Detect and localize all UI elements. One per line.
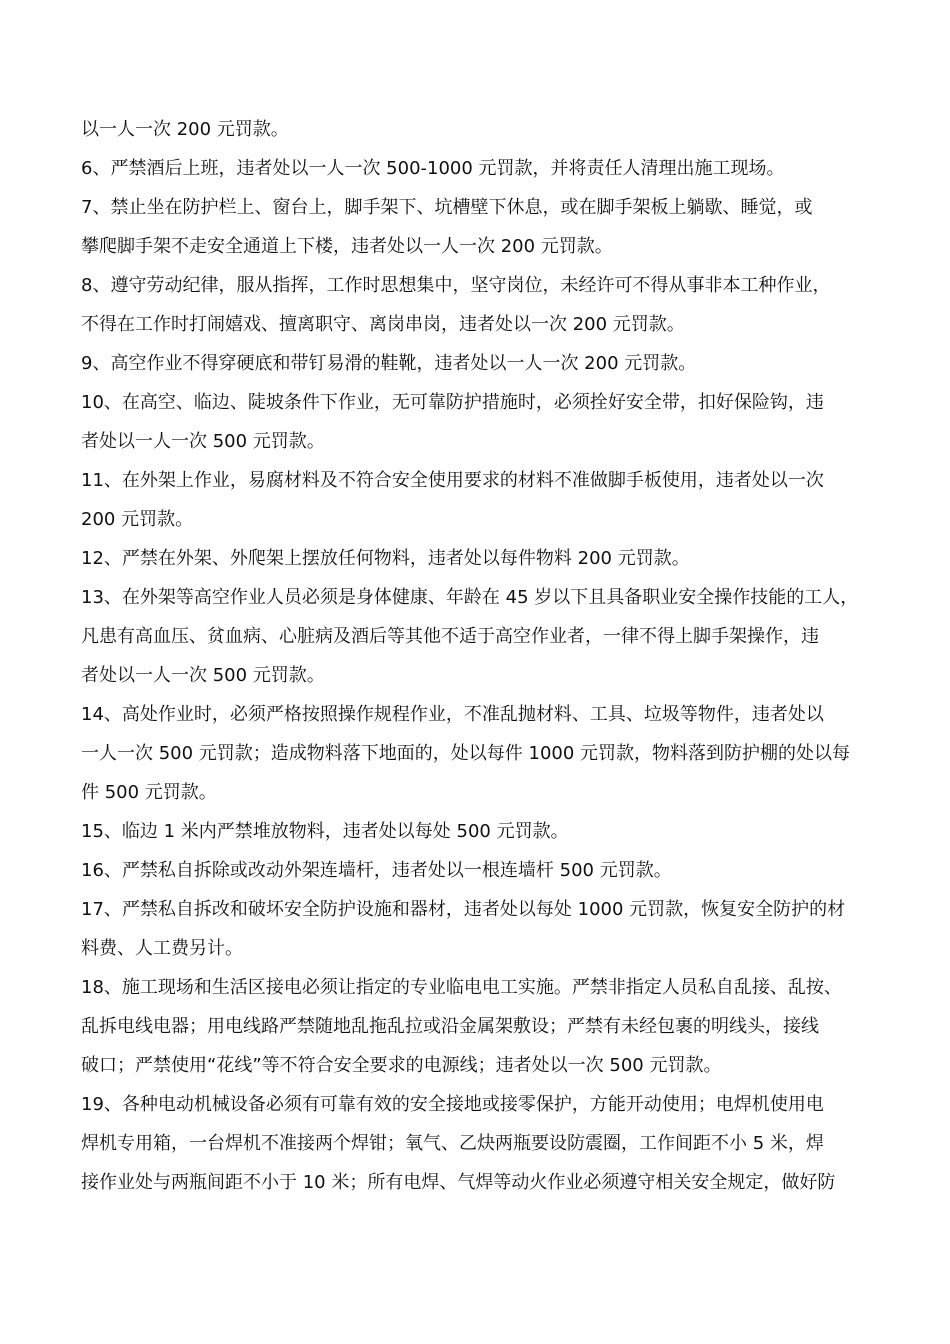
text-line: 18、施工现场和生活区接电必须让指定的专业临电电工实施。严禁非指定人员私自乱接、乱按、 — [81, 977, 842, 998]
text-line: 6、严禁酒后上班，违者处以一人一次 500-1000 元罚款，并将责任人清理出施工现场。 — [81, 158, 785, 179]
text-line: 10、在高空、临边、陡坡条件下作业，无可靠防护措施时，必须拴好安全带，扣好保险钩，违 — [81, 392, 824, 413]
text-line: 15、临边 1 米内严禁堆放物料，违者处以每处 500 元罚款。 — [81, 821, 569, 842]
text-line: 破口；严禁使用“花线”等不符合安全要求的电源线；违者处以一次 500 元罚款。 — [81, 1055, 722, 1076]
text-line: 接作业处与两瓶间距不小于 10 米；所有电焊、气焊等动火作业必须遵守相关安全规定，做好防 — [81, 1172, 836, 1193]
text-line: 16、严禁私自拆除或改动外架连墙杆，违者处以一根连墙杆 500 元罚款。 — [81, 860, 672, 881]
text-line: 者处以一人一次 500 元罚款。 — [81, 431, 325, 452]
text-line: 8、遵守劳动纪律，服从指挥，工作时思想集中，坚守岗位，未经许可不得从事非本工种作业， — [81, 275, 831, 296]
text-line: 14、高处作业时，必须严格按照操作规程作业，不准乱抛材料、工具、垃圾等物件，违者处以 — [81, 704, 824, 725]
text-line: 焊机专用箱，一台焊机不准接两个焊钳；氧气、乙炔两瓶要设防震圈，工作间距不小 5 米，焊 — [81, 1133, 824, 1154]
text-line: 12、严禁在外架、外爬架上摆放任何物料，违者处以每件物料 200 元罚款。 — [81, 548, 690, 569]
text-line: 13、在外架等高空作业人员必须是身体健康、年龄在 45 岁以下且具备职业安全操作技能的工人， — [81, 587, 859, 608]
text-line: 件 500 元罚款。 — [81, 782, 217, 803]
text-line: 料费、人工费另计。 — [81, 938, 243, 959]
text-line: 者处以一人一次 500 元罚款。 — [81, 665, 325, 686]
text-line: 凡患有高血压、贫血病、心脏病及酒后等其他不适于高空作业者，一律不得上脚手架操作，违 — [81, 626, 819, 647]
text-line: 一人一次 500 元罚款；造成物料落下地面的，处以每件 1000 元罚款，物料落到防护棚的处以每 — [81, 743, 851, 764]
text-line: 乱拆电线电器；用电线路严禁随地乱拖乱拉或沿金属架敷设；严禁有未经包裹的明线头，接线 — [81, 1016, 819, 1037]
text-line: 17、严禁私自拆改和破坏安全防护设施和器材，违者处以每处 1000 元罚款，恢复安全防护的材 — [81, 899, 846, 920]
text-line: 攀爬脚手架不走安全通道上下楼，违者处以一人一次 200 元罚款。 — [81, 236, 613, 257]
text-line: 9、高空作业不得穿硬底和带钉易滑的鞋靴，违者处以一人一次 200 元罚款。 — [81, 353, 697, 374]
text-line: 以一人一次 200 元罚款。 — [81, 119, 289, 140]
text-line: 11、在外架上作业，易腐材料及不符合安全使用要求的材料不准做脚手板使用，违者处以一次 — [81, 470, 824, 491]
text-line: 19、各种电动机械设备必须有可靠有效的安全接地或接零保护，方能开动使用；电焊机使用电 — [81, 1094, 824, 1115]
text-line: 200 元罚款。 — [81, 509, 194, 530]
text-line: 不得在工作时打闹嬉戏、擅离职守、离岗串岗，违者处以一次 200 元罚款。 — [81, 314, 685, 335]
text-line: 7、禁止坐在防护栏上、窗台上，脚手架下、坑槽壁下休息，或在脚手架板上躺歇、睡觉，或 — [81, 197, 813, 218]
regulation-text — [81, 116, 881, 1208]
